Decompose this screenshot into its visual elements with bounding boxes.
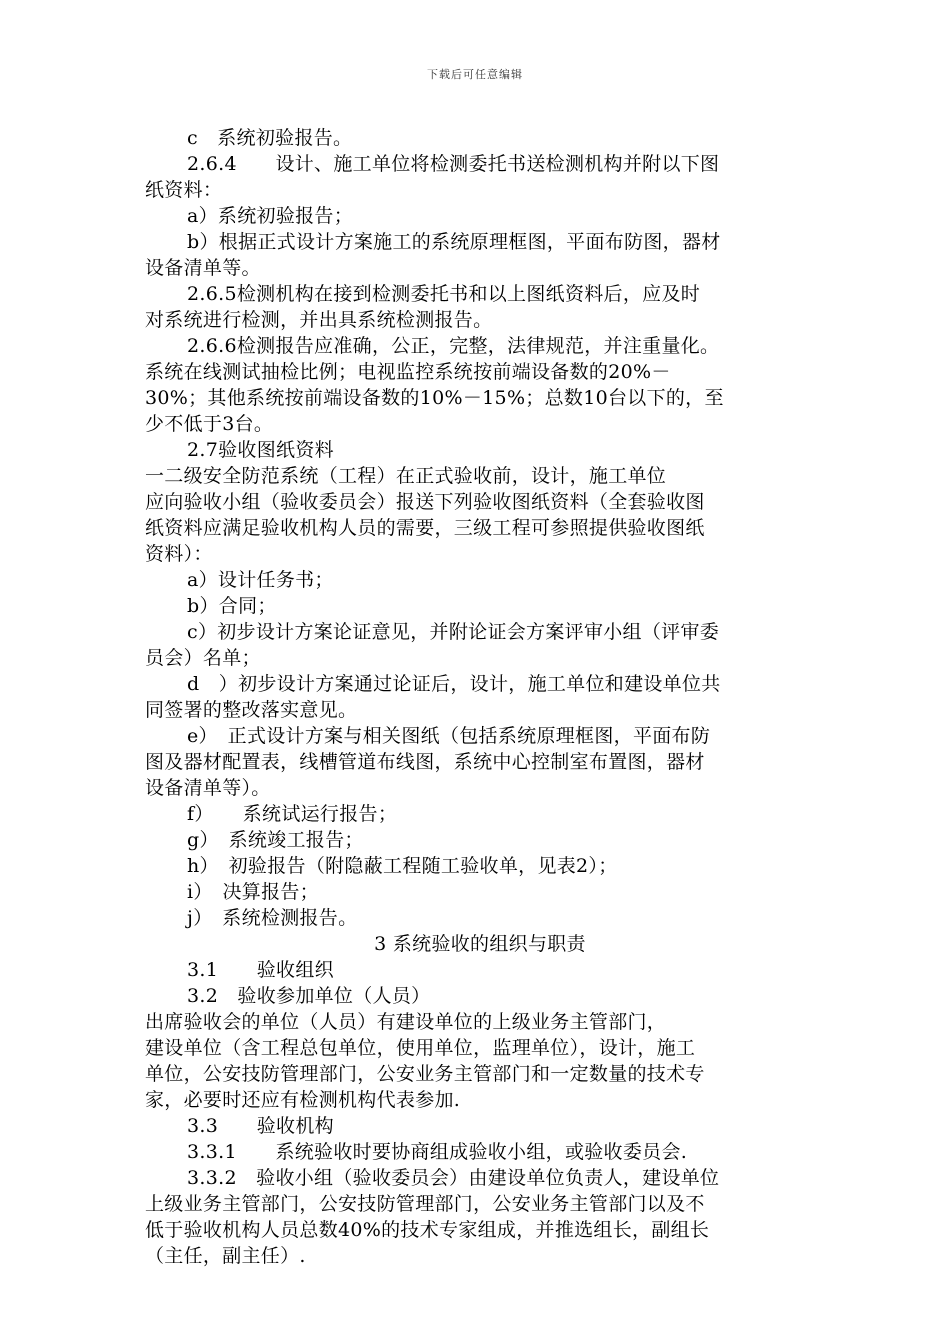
text-line: （主任，副主任）. [145,1245,306,1267]
text-line: c 系统初验报告。 [187,127,353,149]
text-line: 低于验收机构人员总数40%的技术专家组成，并推选组长，副组长 [145,1219,710,1241]
text-line: 2.6.4 设计、施工单位将检测委托书送检测机构并附以下图 [187,153,720,175]
text-line: 3.3 验收机构 [187,1115,334,1137]
text-line: 2.6.6检测报告应准确，公正，完整，法律规范，并注重量化。 [187,335,720,357]
text-line: 同签署的整改落实意见。 [145,699,358,721]
text-line: a）系统初验报告； [187,205,354,227]
text-line: e） 正式设计方案与相关图纸（包括系统原理框图，平面布防 [187,725,711,747]
text-line: 对系统进行检测，并出具系统检测报告。 [145,309,493,331]
document-body [145,125,815,1269]
text-line: 3.2 验收参加单位（人员） [187,985,431,1007]
text-line: f） 系统试运行报告； [187,803,398,825]
text-line: b）合同； [187,595,277,617]
text-line: 系统在线测试抽检比例；电视监控系统按前端设备数的20%－ [145,361,671,383]
text-line: h） 初验报告（附隐蔽工程随工验收单，见表2）； [187,855,618,877]
text-line: g） 系统竣工报告； [187,829,364,851]
page-header: 下载后可任意编辑 [427,68,523,81]
text-line: 设备清单等。 [145,257,261,279]
text-line: 3.3.2 验收小组（验收委员会）由建设单位负责人，建设单位 [187,1167,720,1189]
text-line: 员会）名单； [145,647,261,669]
text-line: 应向验收小组（验收委员会）报送下列验收图纸资料（全套验收图 [145,491,705,513]
text-line: 2.6.5检测机构在接到检测委托书和以上图纸资料后，应及时 [187,283,701,305]
text-line: 3.3.1 系统验收时要协商组成验收小组，或验收委员会. [187,1141,688,1163]
text-line: i） 决算报告； [187,881,319,903]
text-line: c）初步设计方案论证意见，并附论证会方案评审小组（评审委 [187,621,720,643]
text-line: 2.7验收图纸资料 [187,439,334,461]
text-line: 家，必要时还应有检测机构代表参加. [145,1089,461,1111]
text-line: 3.1 验收组织 [187,959,334,981]
text-line: 建设单位（含工程总包单位，使用单位，监理单位），设计，施工 [145,1037,696,1059]
text-line: 纸资料： [145,179,223,201]
text-line: 图及器材配置表，线槽管道布线图，系统中心控制室布置图，器材 [145,751,705,773]
text-line: b）根据正式设计方案施工的系统原理框图，平面布防图，器材 [187,231,721,253]
text-line: 资料）： [145,543,213,565]
text-line: 一二级安全防范系统（工程）在正式验收前，设计，施工单位 [145,465,667,487]
text-line: a）设计任务书； [187,569,334,591]
text-line: 纸资料应满足验收机构人员的需要，三级工程可参照提供验收图纸 [145,517,705,539]
text-line: j） 系统检测报告。 [187,907,358,929]
text-line: 上级业务主管部门，公安技防管理部门，公安业务主管部门以及不 [145,1193,705,1215]
text-line: 出席验收会的单位（人员）有建设单位的上级业务主管部门， [145,1011,667,1033]
text-line: 设备清单等）。 [145,777,271,799]
section-heading: 3 系统验收的组织与职责 [374,933,586,955]
text-line: 30%；其他系统按前端设备数的10%－15%；总数10台以下的，至 [145,387,724,409]
text-line: d ）初步设计方案通过论证后，设计，施工单位和建设单位共 [187,673,721,695]
text-line: 少不低于3台。 [145,413,274,435]
text-line: 单位，公安技防管理部门，公安业务主管部门和一定数量的技术专 [145,1063,705,1085]
